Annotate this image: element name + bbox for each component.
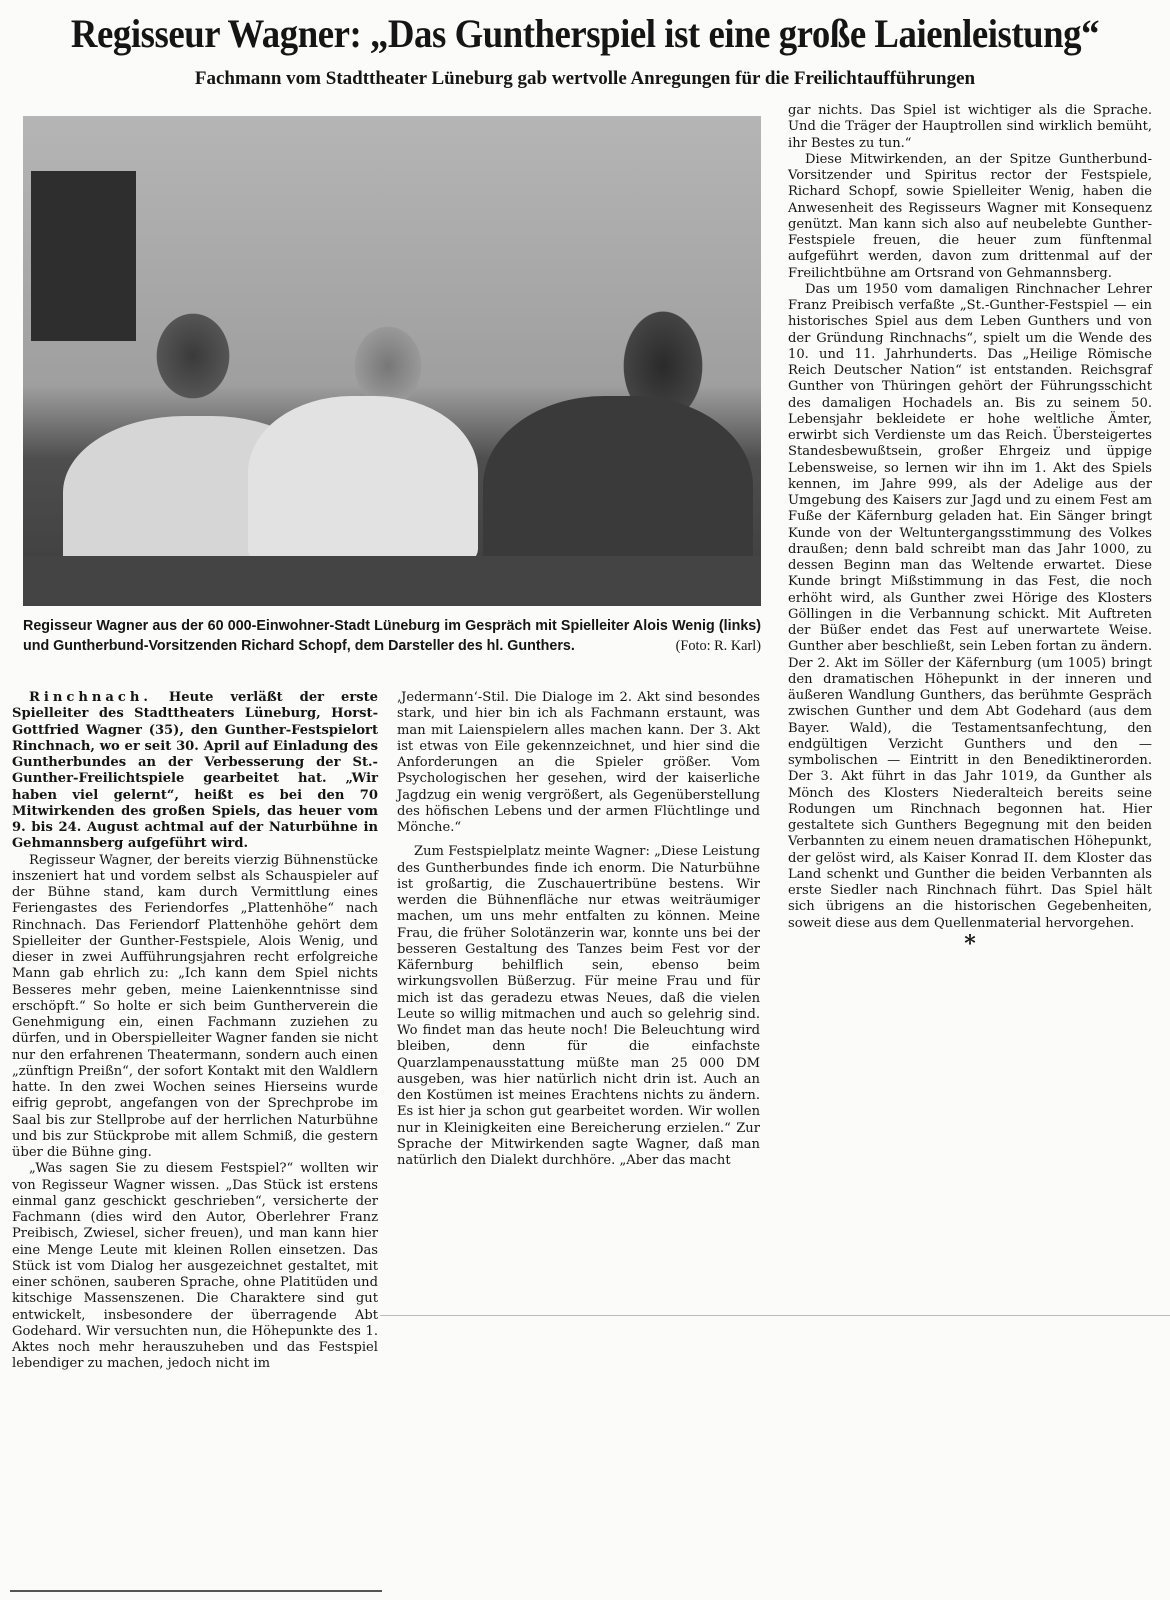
photo-person-center <box>248 396 478 566</box>
body-paragraph: ‚Jedermann‘-Stil. Die Dialoge im 2. Akt sind besondes stark, und hier bin ich als Fachmann erstaunt, was man mit Laienspielern alles machen kann. Der 3. Akt ist etwas von Eile gekennzeichnet, und hier sind die Anforderungen an die Spieler größer. Vom Psychologischen her gesehen, wird der kaiserliche Jagdzug ein wenig vergrößert, als Gegenüberstellung des höfischen Lebens und der armen Flüchtlinge und Mönche.“ <box>397 690 760 835</box>
column-2 <box>397 690 760 1169</box>
photo-caption <box>23 616 761 656</box>
subheadline: Fachmann vom Stadttheater Lüneburg gab wertvolle Anregungen für die Freilichtaufführungen <box>194 68 976 89</box>
column-end-rule <box>380 1315 1170 1316</box>
article-photo <box>23 116 761 606</box>
body-paragraph: Diese Mitwirkenden, an der Spitze Guntherbund-Vorsitzender und Spiritus rector der Festspiele, Richard Schopf, sowie Spielleiter Wenig, haben die Anwesenheit des Regisseurs Wagner mit Konsequenz genützt. Man kann sich also auf neubelebte Gunther-Festspiele freuen, die heuer zum fünftenmal aufgeführt werden, davon zum drittenmal auf der Freilichtbühne am Ortsrand von Gehmannsberg. <box>788 151 1152 281</box>
body-paragraph: „Was sagen Sie zu diesem Festspiel?“ wollten wir von Regisseur Wagner wissen. „Das Stück ist erstens einmal ganz geschickt geschrieben“, versicherte der Fachmann (dies wird den Autor, Oberlehrer Franz Preibisch, Zwiesel, sicher freuen), und man kann hier eine Menge Leute mit kleinen Rollen einsetzen. Das Stück ist vom Dialog her ausgezeichnet gestaltet, mit einer schönen, sauberen Sprache, ohne Platitüden und kitschige Massenszenen. Die Charaktere sind gut entwickelt, insbesondere der überragende Abt Godehard. Wir versuchten nun, die Höhepunkte des 1. Aktes noch mehr herauszuheben und das Festspiel lebendiger zu machen, jedoch nicht im <box>12 1161 378 1372</box>
lead-text: Heute verläßt der erste Spielleiter des Stadttheaters Lüneburg, Horst-Gottfried Wagner (35), den Gunther-Festspielort Rinchnach, wo er seit 30. April auf Einladung des Guntherbundes an der Verbesserung der St.-Gunther-Freilichtspiele gearbeitet hat. „Wir haben viel gelernt“, heißt es bei den 70 Mitwirkenden des großen Spiels, das heuer vom 9. bis 24. August achtmal auf der Naturbühne in Gehmannsberg aufgeführt wird. <box>12 690 378 852</box>
lead-paragraph <box>12 690 378 853</box>
column-1 <box>12 690 378 1373</box>
photo-credit: (Foto: R. Karl) <box>675 638 761 654</box>
body-paragraph: Regisseur Wagner, der bereits vierzig Bühnenstücke inszeniert hat und vordem selbst als Schauspieler auf der Bühne stand, kam durch Vermittlung eines Feriengastes des Feriendorfes „Plattenhöhe“ nach Rinchnach. Das Feriendorf Plattenhöhe gehört dem Spielleiter der Gunther-Festspiele, Alois Wenig, und dieser in zwei Aufführungsjahren recht erfolgreiche Mann gab ehrlich zu: „Ich kann dem Spiel nichts Besseres mehr geben, meine Laienkenntnisse sind erschöpft.“ So holte er sich beim Guntherverein die Genehmigung ein, einen Fachmann zuziehen zu dürfen, und in Oberspielleiter Wagner fanden sie nicht nur den erfahrenen Theatermann, sondern auch einen „zünftign Preißn“, der sofort Kontakt mit den Waldlern hatte. In den zwei Wochen seines Hierseins wurde eifrig geprobt, angefangen von der Sprechprobe im Saal bis zur Stellprobe auf der herrlichen Naturbühne und bis zur Stückprobe mit allem Schmiß, die gestern über die Bühne ging. <box>12 852 378 1160</box>
caption-text: Regisseur Wagner aus der 60 000-Einwohner-Stadt Lüneburg im Gespräch mit Spielleiter Alois Wenig (links) und Guntherbund-Vorsitzenden Richard Schopf, dem Darsteller des hl. Gunthers. <box>23 618 761 654</box>
wall-picture <box>31 171 136 341</box>
bottom-rule <box>10 1590 382 1592</box>
end-mark-asterisk: * <box>964 930 976 957</box>
body-paragraph: Das um 1950 vom damaligen Rinchnacher Lehrer Franz Preibisch verfaßte „St.-Gunther-Festspiel — ein historisches Spiel aus dem Leben Gunthers und von der Gründung Rinchnachs“, spielt um die Wende des 10. und 11. Jahrhunderts. Das „Heilige Römische Reich Deutscher Nation“ ist entstanden. Reichsgraf Gunther von Thüringen gehört der Führungsschicht des damaligen Hochadels an. Bis zu seinem 50. Lebensjahr bekleidete er hohe weltliche Ämter, erwirbt sich Verdienste um das Reich. Übersteigertes Standesbewußtsein, großer Ehrgeiz und üppige Lebensweise, so lernen wir ihn im 1. Akt des Spiels kennen, im Jahre 999, als der Adelige aus der Umgebung des Kaisers zur Jagd und zu einem Fest am Fuße der Käfernburg geladen hat. Ein Sänger bringt Kunde von der Weltuntergangsstimmung des Volkes draußen; denn bald schreibt man das Jahr 1000, zu dessen Beginn man das Weltende erwartet. Diese Kunde bringt Mißstimmung in das Fest, die noch erhöht wird, als Gunther zwei Hörige des Klosters Göllingen in die Verbannung schickt. Mit Auftreten der Büßer endet das Fest auf unerwartete Weise. Gunther aber beschließt, sein Leben fortan zu ändern. Der 2. Akt im Söller der Käfernburg (um 1005) bringt den dramatischen Höhepunkt in der inneren und äußeren Wandlung Gunthers, das berühmte Gespräch zwischen Gunther und dem Abt Godehard (aus dem Bayer. Wald), die Testamentsanfechtung, den endgültigen Verzicht Gunthers und den — symbolischen — Eintritt in den Benediktinerorden. Der 3. Akt führt in das Jahr 1019, da Gunther als Mönch des Klosters Niederalteich bereits seine Rodungen um Rinchnach begonnen hat. Hier gestaltete sich Gunthers Begegnung mit den beiden Verbannten zu einem neuen dramatischen Höhepunkt, der gelöst wird, als Kaiser Konrad II. dem Kloster das Land schenkt und Gunther die beiden Verbannten als erste Siedler nach Rinchnach führt. Das Spiel hält sich übrigens an die historischen Gegebenheiten, soweit diese aus dem Quellenmaterial hervorgehen. <box>788 281 1152 931</box>
column-3 <box>788 103 1152 957</box>
headline: Regisseur Wagner: „Das Guntherspiel ist eine große Laienleistung“ <box>70 11 1100 56</box>
body-paragraph: Zum Festspielplatz meinte Wagner: „Diese Leistung des Guntherbundes finde ich enorm. Die Naturbühne ist großartig, die Zuschauertribüne bestens. Wir werden die Bühnenfläche nur etwas weiträumiger machen, um uns mehr entfalten zu können. Meine Frau, die früher Solotänzerin war, konnte uns bei der besseren Gestaltung des Tanzes beim Fest vor der Käfernburg behilflich sein, ebenso beim wirkungsvollen Büßerzug. Für meine Frau und für mich ist das geradezu etwas Neues, daß die vielen Leute so willig mitmachen und auch so gelehrig sind. Wo findet man das heute noch! Die Beleuchtung wird bleiben, denn für die einfachste Quarzlampenausstattung müßte man 25 000 DM ausgeben, was hier natürlich nicht drin ist. Auch an den Kostümen ist meines Erachtens nichts zu ändern. Es ist hier ja schon gut gearbeitet worden. Wir wollen nur in Kleinigkeiten eine Bereicherung erzielen.“ Zur Sprache der Mitwirkenden sagte Wagner, daß man natürlich den Dialekt durchhöre. „Aber das macht <box>397 844 760 1168</box>
dateline: Rinchnach. <box>29 690 152 705</box>
photo-table <box>23 556 761 606</box>
body-paragraph: gar nichts. Das Spiel ist wichtiger als die Sprache. Und die Träger der Hauptrollen sind wirklich bemüht, ihr Bestes zu tun.“ <box>788 103 1152 151</box>
